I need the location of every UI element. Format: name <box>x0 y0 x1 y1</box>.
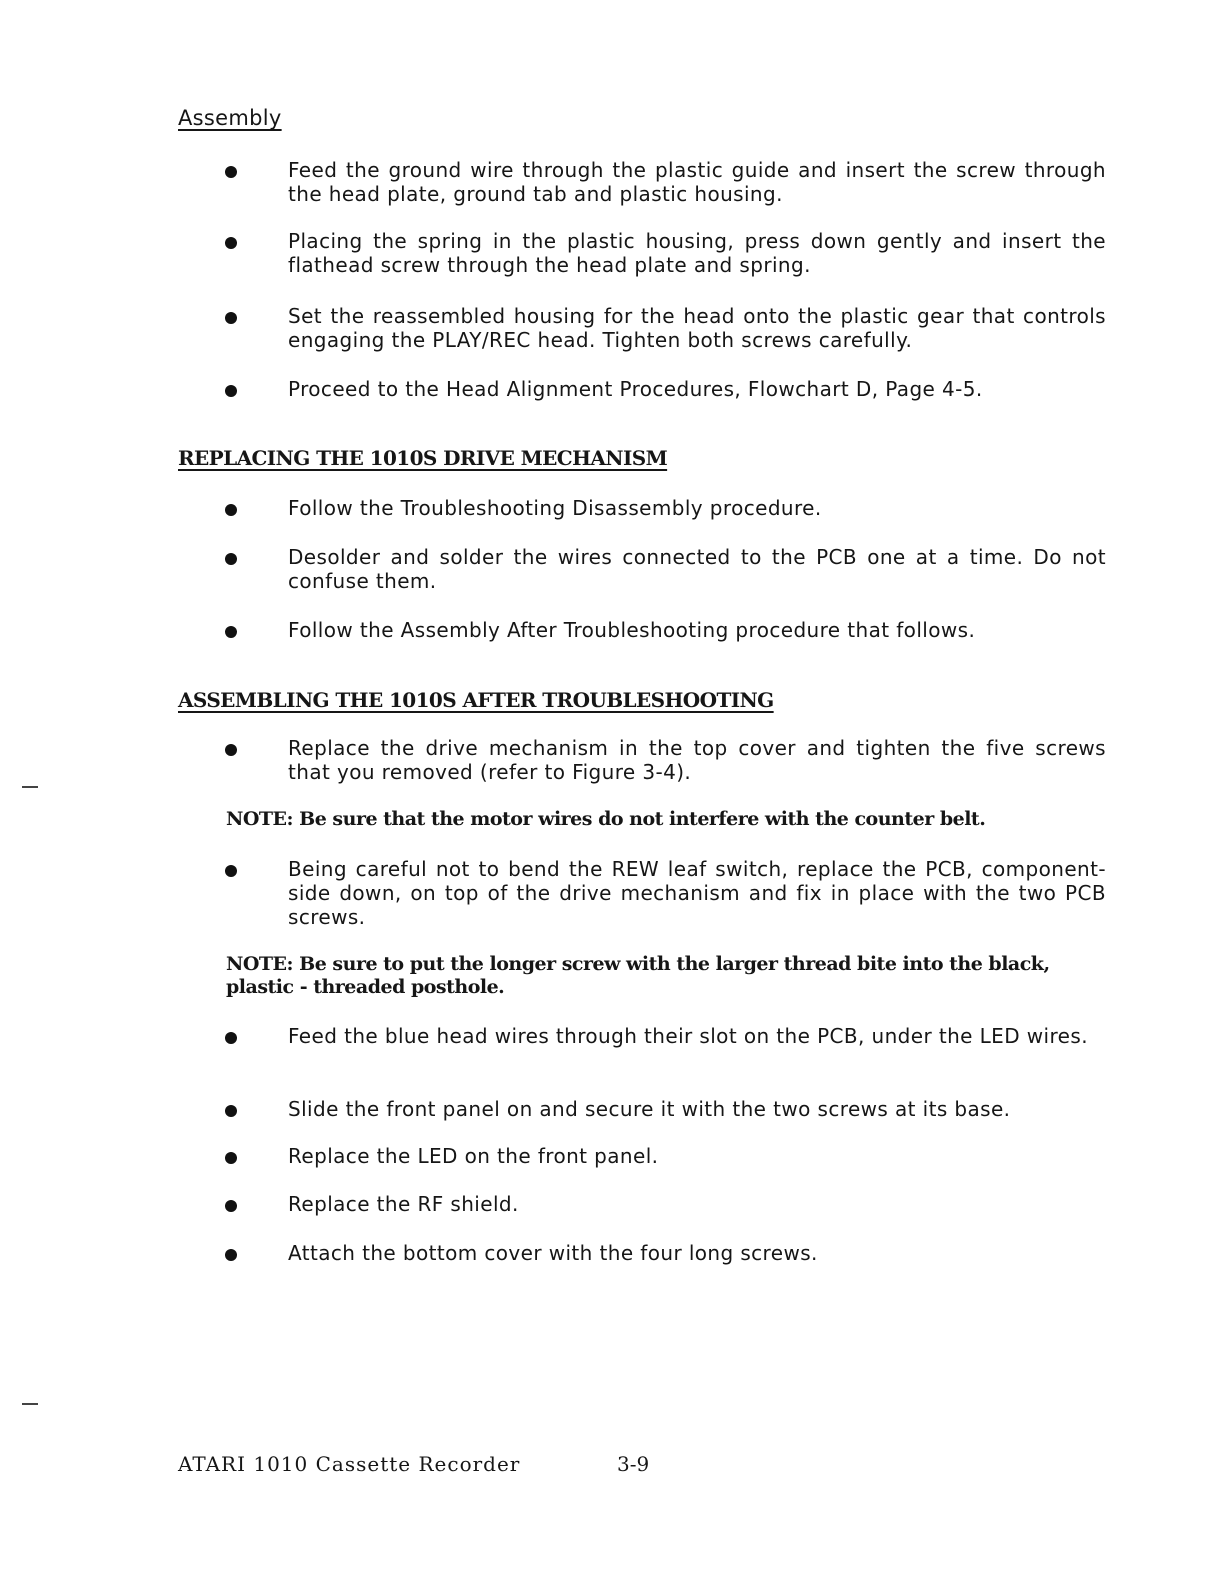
list-item-text: Placing the spring in the plastic housing, press down gently and insert the flathead screw through the head plate and spring. <box>288 229 1106 277</box>
list-item-text: Follow the Troubleshooting Disassembly procedure. <box>288 496 822 520</box>
bullet-icon <box>225 1105 237 1117</box>
bullet-icon <box>225 1152 237 1164</box>
list-item-text: Replace the drive mechanism in the top cover and tighten the five screws that you removed (refer to Figure 3-4). <box>288 736 1106 784</box>
bullet-icon <box>225 626 237 638</box>
margin-mark <box>22 1403 38 1405</box>
list-item-text: Slide the front panel on and secure it with the two screws at its base. <box>288 1097 1011 1121</box>
bullet-icon <box>225 1249 237 1261</box>
bullet-icon <box>225 1032 237 1044</box>
list-item-text: Feed the blue head wires through their slot on the PCB, under the LED wires. <box>288 1024 1088 1048</box>
list-item-text: Set the reassembled housing for the head onto the plastic gear that controls engaging the PLAY/REC head. Tighten both screws carefully. <box>288 304 1106 352</box>
note-longer-screw: NOTE: Be sure to put the longer screw with the larger thread bite into the black, plastic - threaded posthole. <box>226 953 1050 998</box>
list-item-text: Desolder and solder the wires connected to the PCB one at a time. Do not confuse them. <box>288 545 1106 593</box>
bullet-icon <box>225 744 237 756</box>
bullet-icon <box>225 166 237 178</box>
bullet-icon <box>225 312 237 324</box>
bullet-icon <box>225 385 237 397</box>
list-item-text: Replace the LED on the front panel. <box>288 1144 659 1168</box>
assembly-heading: Assembly <box>178 106 282 130</box>
list-item-text: Feed the ground wire through the plastic guide and insert the screw through the head plate, ground tab and plastic housing. <box>288 158 1106 206</box>
assembling-heading: ASSEMBLING THE 1010S AFTER TROUBLESHOOTING <box>178 688 774 712</box>
replacing-heading: REPLACING THE 1010S DRIVE MECHANISM <box>178 446 668 470</box>
footer-title: ATARI 1010 Cassette Recorder <box>178 1452 521 1476</box>
bullet-icon <box>225 865 237 877</box>
list-item-text: Being careful not to bend the REW leaf switch, replace the PCB, component- side down, on top of the drive mechanism and fix in place with the two PCB screws. <box>288 857 1106 929</box>
list-item-text: Proceed to the Head Alignment Procedures, Flowchart D, Page 4-5. <box>288 377 983 401</box>
bullet-icon <box>225 237 237 249</box>
list-item-text: Follow the Assembly After Troubleshooting procedure that follows. <box>288 618 976 642</box>
page-number: 3-9 <box>617 1452 650 1476</box>
margin-mark <box>22 786 38 788</box>
note-motor-wires: NOTE: Be sure that the motor wires do not interfere with the counter belt. <box>226 808 986 830</box>
list-item-text: Attach the bottom cover with the four long screws. <box>288 1241 818 1265</box>
list-item-text: Replace the RF shield. <box>288 1192 519 1216</box>
bullet-icon <box>225 1200 237 1212</box>
bullet-icon <box>225 504 237 516</box>
bullet-icon <box>225 553 237 565</box>
